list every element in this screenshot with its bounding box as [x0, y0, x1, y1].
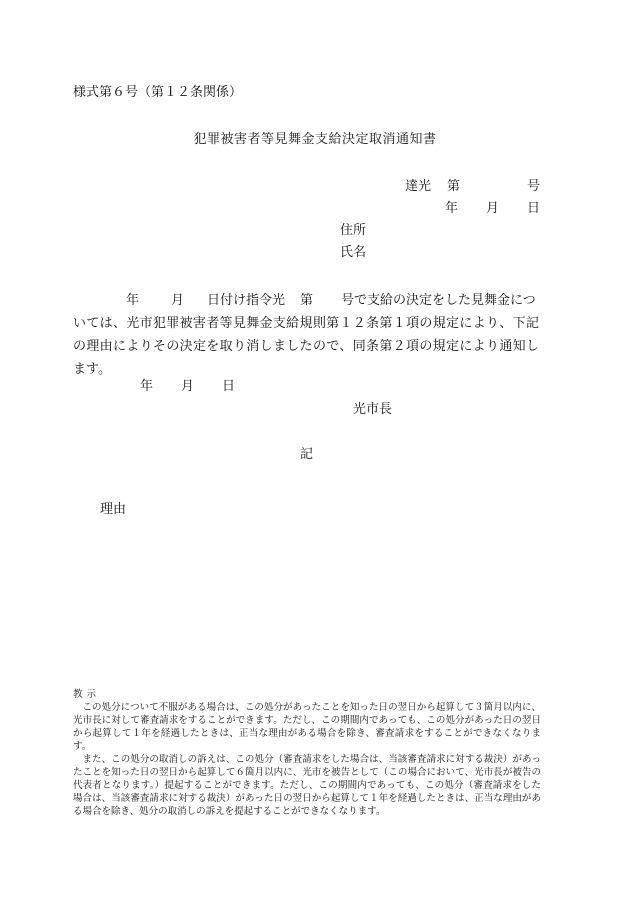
body-year: 年 [126, 293, 140, 308]
instruction-section [73, 688, 541, 818]
issue-number-go: 号 [527, 179, 541, 194]
notice-date-year: 年 [140, 379, 154, 394]
issue-number-dai: 第 [447, 179, 461, 194]
form-number: 様式第６号（第１２条関係） [73, 85, 243, 100]
notice-date-day: 日 [222, 379, 236, 394]
document-title: 犯罪被害者等見舞金支給決定取消通知書 [193, 132, 437, 147]
issue-date-month: 月 [486, 201, 500, 216]
instruction-paragraph-1: この処分について不服がある場合は、この処分があったことを知った日の翌日から起算して３箇月以内に、光市長に対して審査請求をすることができます。ただし、この期間内であっても、この処分があった日の翌日から起算して１年を経過したときは、正当な理由がある場合を除き、審査請求をすることができなくなります。 [73, 702, 541, 752]
body-month: 月 [171, 293, 185, 308]
body-line-3: の理由によりその決定を取り消しましたので、同条第２項の規定により通知し [73, 339, 539, 354]
issue-date-day: 日 [527, 201, 541, 216]
issue-number-prefix: 達光 [405, 179, 432, 194]
instruction-paragraph-2: また、この処分の取消しの訴えは、この処分（審査請求をした場合は、当該審査請求に対する裁決）があったことを知った日の翌日から起算して６箇月以内に、光市を被告として（この場合において、光市長が被告の代表者となります。）提起することができます。ただし、この期間内であっても、この処分（審査請求をした場合は、当該審査請求に対する裁決）があった日の翌日から起算して１年を経過したときは、正当な理由がある場合を除き、処分の取消しの訴えを提起することができなくなります。 [73, 754, 541, 817]
body-rest: 号で支給の決定をした見舞金につ [341, 293, 536, 308]
issuer: 光市長 [353, 402, 393, 417]
notice-date-month: 月 [181, 379, 195, 394]
body-text [73, 289, 539, 381]
ki-heading: 記 [300, 447, 314, 462]
instruction-title: 教示 [73, 689, 101, 700]
body-line-4: ます。 [73, 362, 111, 377]
name-label: 氏名 [340, 245, 367, 260]
body-line-2: いては、光市犯罪被害者等見舞金支給規則第１２条第１項の規定により、下記 [73, 316, 539, 331]
address-label: 住所 [340, 223, 367, 238]
body-date-text: 日付け指令光 [207, 293, 286, 308]
issue-date-year: 年 [445, 201, 459, 216]
body-dai: 第 [300, 293, 314, 308]
reason-label: 理由 [100, 502, 127, 517]
body-line-1 [73, 289, 539, 312]
